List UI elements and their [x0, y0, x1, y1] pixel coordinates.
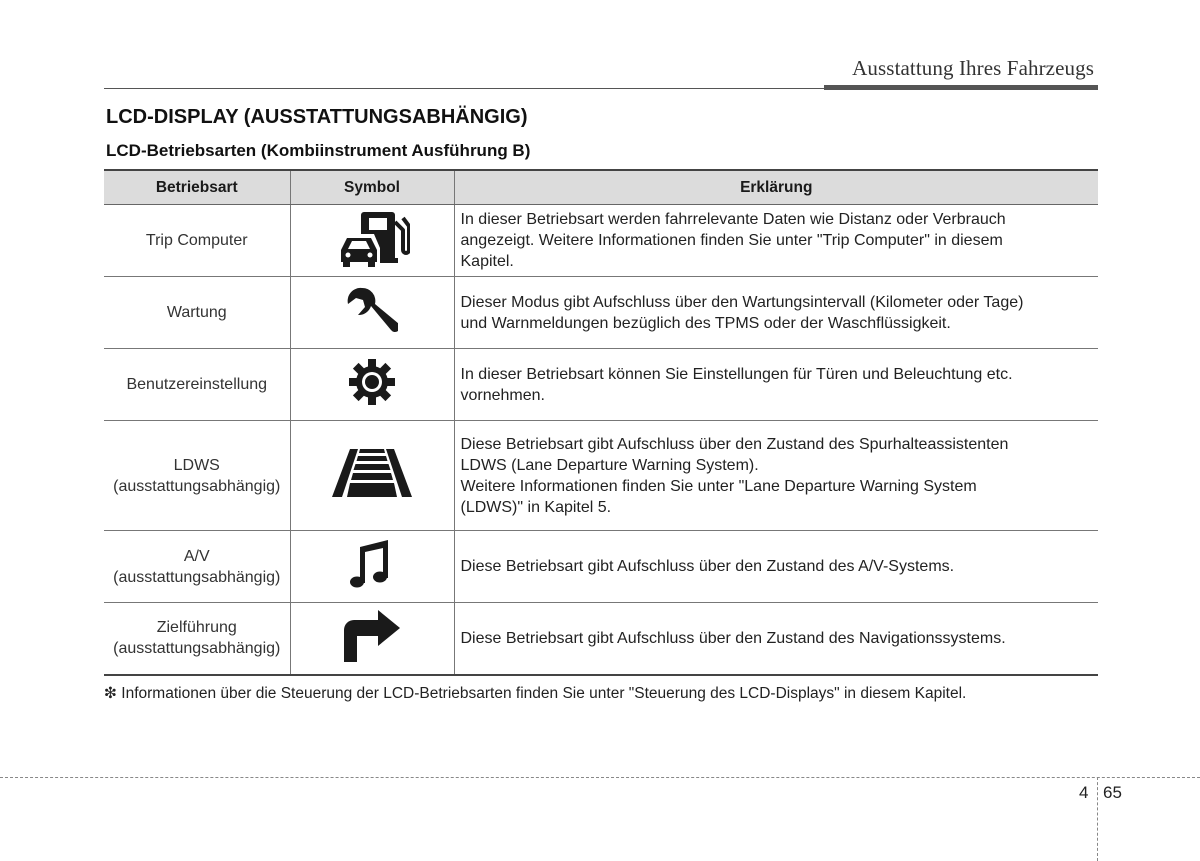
- description-line: angezeigt. Weitere Informationen finden Sie unter "Trip Computer" in diesem: [460, 232, 1003, 249]
- mode-name-cell: [104, 421, 290, 531]
- chapter-number: 4: [1079, 783, 1089, 802]
- header-mode: Betriebsart: [104, 170, 290, 205]
- mode-name: Zielführung: [156, 619, 237, 637]
- header-symbol: Symbol: [290, 170, 454, 205]
- description-cell: [454, 205, 1098, 277]
- table-row: [104, 603, 1098, 675]
- description-line: Diese Betriebsart gibt Aufschluss über den Zustand des Spurhalteassistenten: [460, 435, 1009, 453]
- turn-right-arrow-icon: [342, 608, 402, 668]
- symbol-cell: [290, 421, 454, 531]
- description-line: In dieser Betriebsart können Sie Einstellungen für Türen und Beleuchtung etc.: [460, 365, 1013, 383]
- mode-qualifier: (ausstattungsabhängig): [113, 568, 281, 586]
- footnote: ❇ Informationen über die Steuerung der LCD-Betriebsarten finden Sie unter "Steuerung des LCD-Displays" in diesem Kapitel.: [104, 685, 967, 702]
- mode-qualifier: (ausstattungsabhängig): [113, 477, 281, 495]
- table-row: [104, 205, 1098, 277]
- symbol-cell: [290, 531, 454, 603]
- description-line: und Warnmeldungen bezüglich des TPMS oder der Waschflüssigkeit.: [460, 314, 951, 332]
- description-line: vornehmen.: [460, 386, 545, 404]
- description-cell: [454, 603, 1098, 675]
- mode-name: LDWS: [173, 456, 220, 474]
- mode-name-cell: [104, 531, 290, 603]
- table-row: [104, 421, 1098, 531]
- section-title: LCD-DISPLAY (AUSSTATTUNGSABHÄNGIG): [106, 106, 528, 128]
- mode-name-cell: [104, 349, 290, 421]
- trip-computer-icon: [334, 208, 410, 274]
- description-line: Kapitel.: [460, 253, 514, 270]
- table-row: [104, 277, 1098, 349]
- mode-name: Trip Computer: [145, 232, 248, 249]
- mode-name: Wartung: [166, 304, 227, 321]
- sub-title: LCD-Betriebsarten (Kombiinstrument Ausführung B): [106, 141, 531, 160]
- description-cell: [454, 349, 1098, 421]
- mode-name-cell: [104, 277, 290, 349]
- description-line: Dieser Modus gibt Aufschluss über den Wartungsintervall (Kilometer oder Tage): [460, 293, 1024, 311]
- table-row: [104, 531, 1098, 603]
- description-line: In dieser Betriebsart werden fahrrelevante Daten wie Distanz oder Verbrauch: [460, 211, 1006, 228]
- footer-dashed-rule: [0, 777, 1200, 778]
- lane-departure-icon: [332, 449, 412, 503]
- music-note-icon: [350, 539, 394, 595]
- description-cell: [454, 277, 1098, 349]
- header-rule-accent: [824, 85, 1098, 90]
- description-cell: [454, 421, 1098, 531]
- modes-table: [104, 169, 1098, 676]
- description-cell: [454, 531, 1098, 603]
- description-line: Weitere Informationen finden Sie unter "Lane Departure Warning System: [460, 477, 977, 495]
- symbol-cell: [290, 277, 454, 349]
- table-row: [104, 349, 1098, 421]
- mode-name-cell: [104, 603, 290, 675]
- symbol-cell: [290, 349, 454, 421]
- mode-name: A/V: [183, 547, 210, 565]
- description-line: Diese Betriebsart gibt Aufschluss über den Zustand des A/V-Systems.: [460, 558, 955, 575]
- mode-name: Benutzereinstellung: [126, 376, 268, 393]
- gear-icon: [348, 358, 396, 412]
- table-header-row: [104, 170, 1098, 205]
- symbol-cell: [290, 603, 454, 675]
- header-explanation: Erklärung: [454, 170, 1098, 205]
- footer-dashed-divider: [1097, 777, 1098, 861]
- running-header: Ausstattung Ihres Fahrzeugs: [852, 56, 1094, 80]
- description-line: (LDWS)" in Kapitel 5.: [460, 498, 612, 516]
- symbol-cell: [290, 205, 454, 277]
- wrench-icon: [346, 286, 398, 340]
- mode-name-cell: [104, 205, 290, 277]
- description-line: LDWS (Lane Departure Warning System).: [460, 456, 759, 474]
- description-line: Diese Betriebsart gibt Aufschluss über den Zustand des Navigationssystems.: [460, 629, 1006, 647]
- mode-qualifier: (ausstattungsabhängig): [113, 640, 281, 658]
- page-number: 65: [1103, 783, 1122, 802]
